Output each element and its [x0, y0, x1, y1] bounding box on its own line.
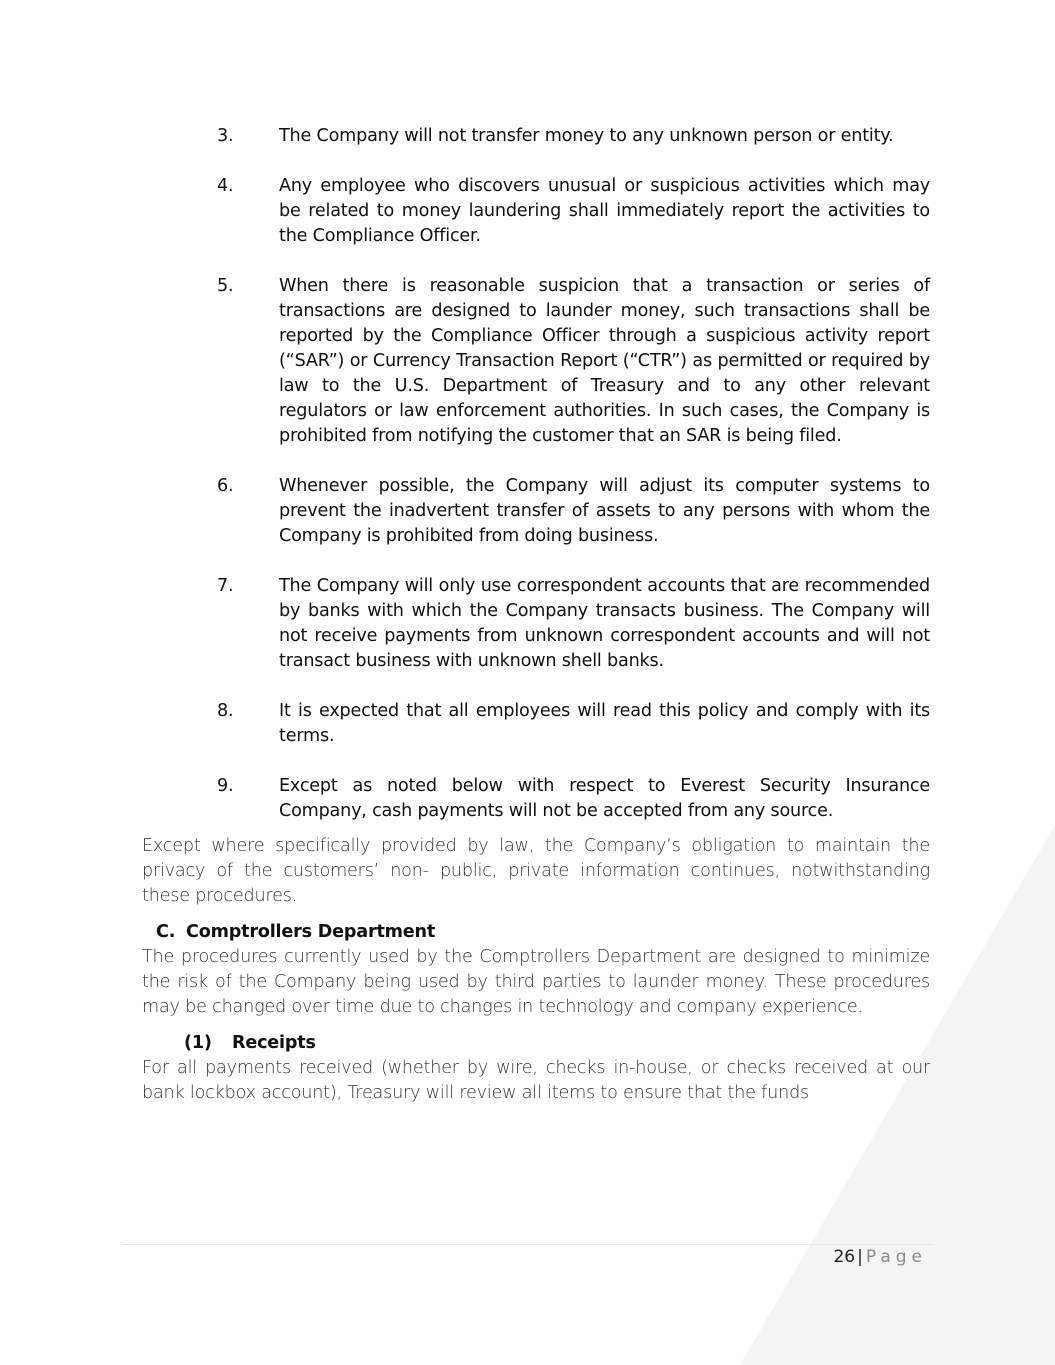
list-item: [142, 474, 930, 549]
footer-divider: [122, 1244, 934, 1245]
list-item-number: 9.: [217, 776, 234, 796]
list-item: [142, 574, 930, 674]
subsection-number: (1): [184, 1033, 212, 1053]
list-item: [142, 274, 930, 449]
subsection-title: Receipts: [232, 1033, 316, 1053]
subsection-heading: [184, 1030, 930, 1056]
list-item-number: 7.: [217, 576, 234, 596]
list-item: [142, 774, 930, 824]
footer-separator: |: [857, 1247, 863, 1267]
list-item-number: 5.: [217, 276, 234, 296]
subsection-paragraph: For all payments received (whether by wire, checks in-house, or checks received at our bank lockbox account), Treasury will review all items to ensure that the funds: [142, 1058, 930, 1103]
list-item: [142, 174, 930, 249]
section-title: Comptrollers Department: [186, 922, 436, 942]
list-item-number: 3.: [217, 126, 234, 146]
list-item-text: The Company will only use correspondent accounts that are recommended by banks with which the Company transacts business. The Company will not receive payments from unknown correspondent accounts and will not transact business with unknown shell banks.: [279, 576, 930, 671]
page-label: Page: [865, 1247, 927, 1267]
section-paragraph: The procedures currently used by the Comptrollers Department are designed to minimize the risk of the Company being used by third parties to launder money. These procedures may be changed over time due to changes in technology and company experience.: [142, 947, 930, 1017]
list-item-number: 6.: [217, 476, 234, 496]
list-item: [142, 124, 930, 149]
page-number: 26: [833, 1247, 856, 1267]
section-letter: C.: [156, 922, 176, 942]
list-item-text: Any employee who discovers unusual or suspicious activities which may be related to money laundering shall immediately report the activities to the Compliance Officer.: [279, 176, 930, 246]
section-heading: [156, 919, 930, 945]
list-item-text: When there is reasonable suspicion that a transaction or series of transactions are designed to launder money, such transactions shall be reported by the Compliance Officer through a suspicious activity report (“SAR”) or Currency Transaction Report (“CTR”) as permitted or required by law to the U.S. Department of Treasury and to any other relevant regulators or law enforcement authorities. In such cases, the Company is prohibited from notifying the customer that an SAR is being filed.: [279, 276, 930, 446]
list-item: [142, 699, 930, 749]
privacy-paragraph: Except where specifically provided by law, the Company’s obligation to maintain the privacy of the customers’ non- public, private information continues, notwithstanding these procedures.: [142, 836, 930, 906]
list-item-text: Except as noted below with respect to Everest Security Insurance Company, cash payments will not be accepted from any source.: [279, 776, 930, 821]
list-item-text: Whenever possible, the Company will adjust its computer systems to prevent the inadvertent transfer of assets to any persons with whom the Company is prohibited from doing business.: [279, 476, 930, 546]
list-item-text: The Company will not transfer money to any unknown person or entity.: [279, 126, 894, 146]
list-item-number: 4.: [217, 176, 234, 196]
list-item-number: 8.: [217, 701, 234, 721]
page-content: [142, 124, 930, 1106]
list-item-text: It is expected that all employees will read this policy and comply with its terms.: [279, 701, 930, 746]
page-footer: [833, 1247, 927, 1267]
